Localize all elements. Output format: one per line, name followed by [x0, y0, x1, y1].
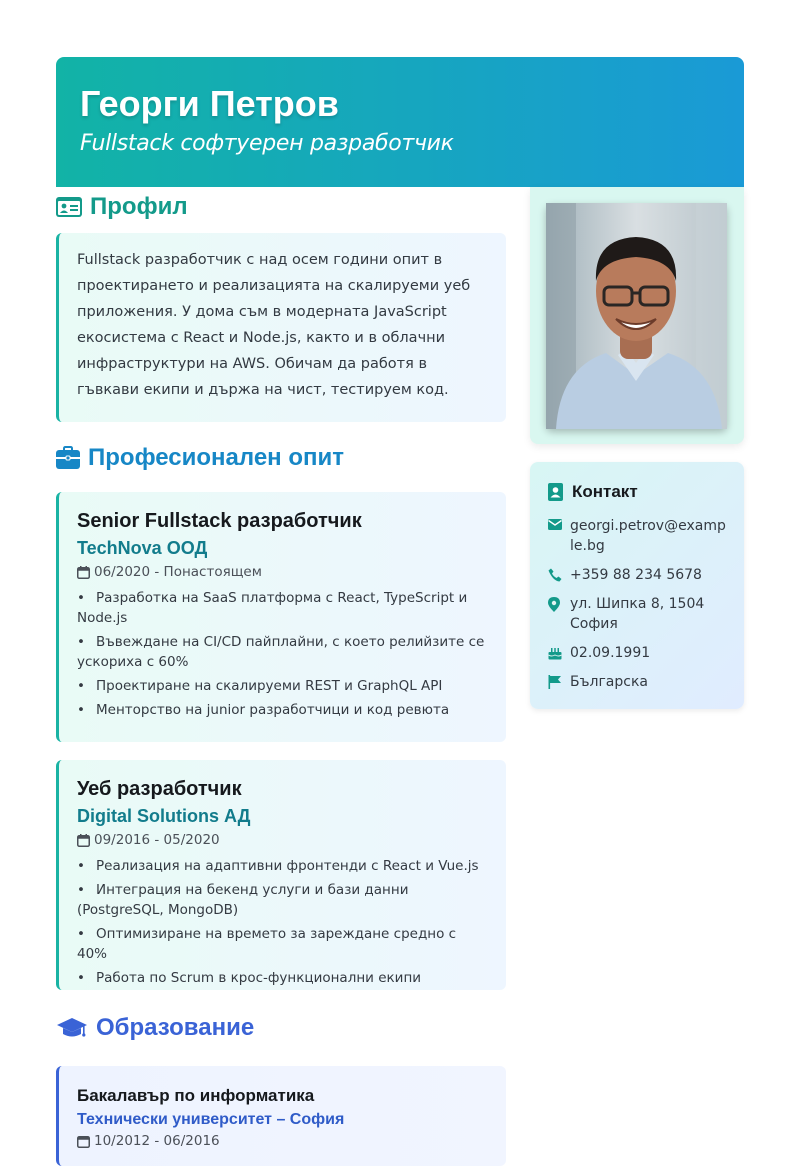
experience-heading	[56, 438, 506, 478]
education-dates-text: 10/2012 - 06/2016	[94, 1133, 220, 1149]
flag-icon	[548, 672, 570, 689]
contact-email	[548, 516, 728, 556]
list-item: • Разработка на SaaS платформа с React, TypeScript и Node.js	[77, 588, 490, 628]
cv-header	[56, 57, 744, 187]
job-dates-text: 09/2016 - 05/2020	[94, 832, 220, 848]
job-dates-text: 06/2020 - Понастоящем	[94, 564, 262, 580]
contact-birthdate-text: 02.09.1991	[570, 645, 651, 661]
job-dates	[77, 564, 490, 580]
contact-heading-label: Контакт	[572, 482, 638, 501]
phone-icon	[548, 565, 570, 582]
education-heading	[56, 1008, 506, 1048]
profile-photo	[546, 203, 727, 429]
education-degree: Бакалавър по информатика	[77, 1086, 315, 1105]
contact-email-text[interactable]: georgi.petrov@example.bg	[570, 518, 726, 554]
list-item: • Оптимизиране на времето за зареждане средно с 40%	[77, 924, 490, 964]
education-dates	[77, 1133, 490, 1149]
main-column	[56, 187, 506, 1166]
sidebar-column	[530, 187, 744, 709]
contact-phone	[548, 565, 728, 585]
list-item: • Работа по Scrum в крос-функционални екипи	[77, 968, 490, 988]
list-item: • Интеграция на бекенд услуги и бази данни (PostgreSQL, MongoDB)	[77, 880, 490, 920]
contact-nationality-text: Българска	[570, 674, 648, 690]
experience-heading-label: Професионален опит	[88, 444, 344, 471]
contact-card	[530, 462, 744, 709]
job-position: Senior Fullstack разработчик	[77, 510, 362, 532]
education-entry	[56, 1066, 506, 1166]
map-pin-icon	[548, 594, 570, 612]
profile-heading	[56, 189, 506, 225]
graduation-cap-icon	[56, 1017, 88, 1039]
list-item: • Въвеждане на CI/CD пайплайни, с което релийзите се ускориха с 60%	[77, 632, 490, 672]
contact-nationality	[548, 672, 728, 692]
id-card-icon	[56, 197, 82, 217]
profile-summary: Fullstack разработчик с над осем години опит в проектирането и реализацията на скалируеми уеб приложения. У дома съм в модерната JavaScript екосистема с React и Node.js, както и в облачни инфраструктури на AWS. Обичам да работя в гъвкави екипи и държа на чист, тестируем код.	[77, 252, 471, 398]
photo-frame	[530, 187, 744, 444]
job-entry	[56, 760, 506, 990]
job-achievements	[77, 856, 490, 988]
birthday-cake-icon	[548, 643, 570, 660]
contact-address	[548, 594, 728, 634]
contact-heading	[548, 482, 728, 502]
job-entry	[56, 492, 506, 742]
address-book-icon	[548, 483, 564, 501]
calendar-icon	[77, 566, 90, 579]
job-dates	[77, 832, 490, 848]
calendar-icon	[77, 834, 90, 847]
list-item: • Реализация на адаптивни фронтенди с React и Vue.js	[77, 856, 490, 876]
job-achievements	[77, 588, 490, 720]
briefcase-icon	[56, 447, 80, 469]
education-heading-label: Образование	[96, 1014, 255, 1041]
list-item: • Проектиране на скалируеми REST и GraphQL API	[77, 676, 490, 696]
job-company: Digital Solutions АД	[77, 806, 251, 826]
person-name: Георги Петров	[80, 83, 339, 124]
contact-phone-text[interactable]: +359 88 234 5678	[570, 567, 702, 583]
job-title-subtitle: Fullstack софтуерен разработчик	[80, 131, 454, 156]
job-company: TechNova ООД	[77, 538, 208, 558]
job-position: Уеб разработчик	[77, 778, 242, 800]
calendar-icon	[77, 1135, 90, 1148]
contact-address-text: ул. Шипка 8, 1504 София	[570, 596, 705, 632]
envelope-icon	[548, 516, 570, 530]
profile-heading-label: Профил	[90, 193, 188, 220]
contact-birthdate	[548, 643, 728, 663]
education-school: Технически университет – София	[77, 1111, 345, 1128]
list-item: • Менторство на junior разработчици и код ревюта	[77, 700, 490, 720]
profile-card	[56, 233, 506, 422]
